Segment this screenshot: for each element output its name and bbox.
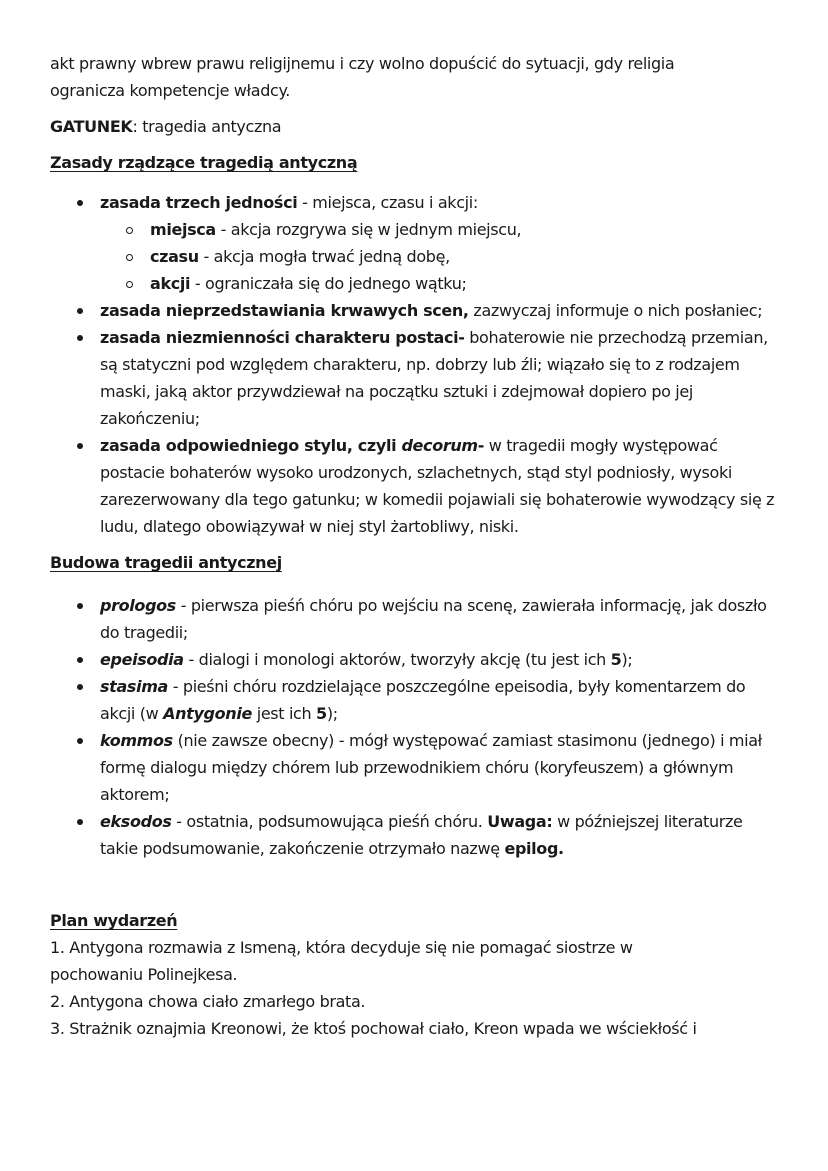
list-item: zasada niezmienności charakteru postaci- bohaterowie nie przechodzą przemian, są statyczni pod względem charakteru, np. dobrzy lub źli; wiązało się to z rodzajem maski, jaką aktor przywdziewał na początku sztuki i zdejmował dopiero po jej zakończeniu; (50, 324, 780, 432)
rules-list (50, 189, 780, 540)
structure-list (50, 592, 780, 862)
list-item: stasima - pieśni chóru rozdzielające poszczególne epeisodia, były komentarzem do akcji (w Antygonie jest ich 5); (50, 673, 780, 727)
plan-line: 1. Antygona rozmawia z Ismeną, która decyduje się nie pomagać siostrze w (50, 938, 633, 957)
intro-line: akt prawny wbrew prawu religijnemu i czy wolno dopuścić do sytuacji, gdy religia (50, 54, 675, 73)
rules-heading: Zasady rządzące tragedią antyczną (50, 153, 358, 172)
list-item: zasada nieprzedstawiania krwawych scen, zazwyczaj informuje o nich posłaniec; (50, 297, 780, 324)
plan-line: 2. Antygona chowa ciało zmarłego brata. (50, 992, 366, 1011)
list-item: epeisodia - dialogi i monologi aktorów, tworzyły akcję (tu jest ich 5); (50, 646, 780, 673)
list-item: prologos - pierwsza pieśń chóru po wejściu na scenę, zawierała informację, jak doszło do tragedii; (50, 592, 780, 646)
list-item: zasada trzech jedności - miejsca, czasu i akcji: miejsca - akcja rozgrywa się w jednym miejscu, czasu - akcja mogła trwać jedną dobę, akcji - ograniczała się do jednego wątku; (50, 189, 780, 297)
sublist-item: miejsca - akcja rozgrywa się w jednym miejscu, (50, 216, 780, 243)
genre-label: GATUNEK (50, 117, 133, 136)
plan-line: 3. Strażnik oznajmia Kreonowi, że ktoś pochował ciało, Kreon wpada we wściekłość i (50, 1019, 697, 1038)
document-page (50, 50, 780, 1042)
structure-heading: Budowa tragedii antycznej (50, 553, 282, 572)
plan-heading: Plan wydarzeń (50, 911, 178, 930)
list-item: eksodos - ostatnia, podsumowująca pieśń chóru. Uwaga: w późniejszej literaturze takie podsumowanie, zakończenie otrzymało nazwę epilog. (50, 808, 780, 862)
sublist-item: czasu - akcja mogła trwać jedną dobę, (50, 243, 780, 270)
sublist-item: akcji - ograniczała się do jednego wątku; (50, 270, 780, 297)
genre-line: GATUNEK: tragedia antyczna (50, 117, 282, 136)
genre-value: tragedia antyczna (142, 117, 282, 136)
unities-sublist (100, 216, 780, 297)
intro-line: ogranicza kompetencje władcy. (50, 81, 291, 100)
plan-line: pochowaniu Polinejkesa. (50, 965, 238, 984)
list-item: kommos (nie zawsze obecny) - mógł występować zamiast stasimonu (jednego) i miał formę dialogu między chórem lub przewodnikiem chóru (koryfeuszem) a głównym aktorem; (50, 727, 780, 808)
list-item: zasada odpowiedniego stylu, czyli decorum- w tragedii mogły występować postacie bohaterów wysoko urodzonych, szlachetnych, stąd styl podniosły, wysoki zarezerwowany dla tego gatunku; w komedii pojawiali się bohaterowie wywodzący się z ludu, dlatego obowiązywał w niej styl żartobliwy, niski. (50, 432, 780, 540)
